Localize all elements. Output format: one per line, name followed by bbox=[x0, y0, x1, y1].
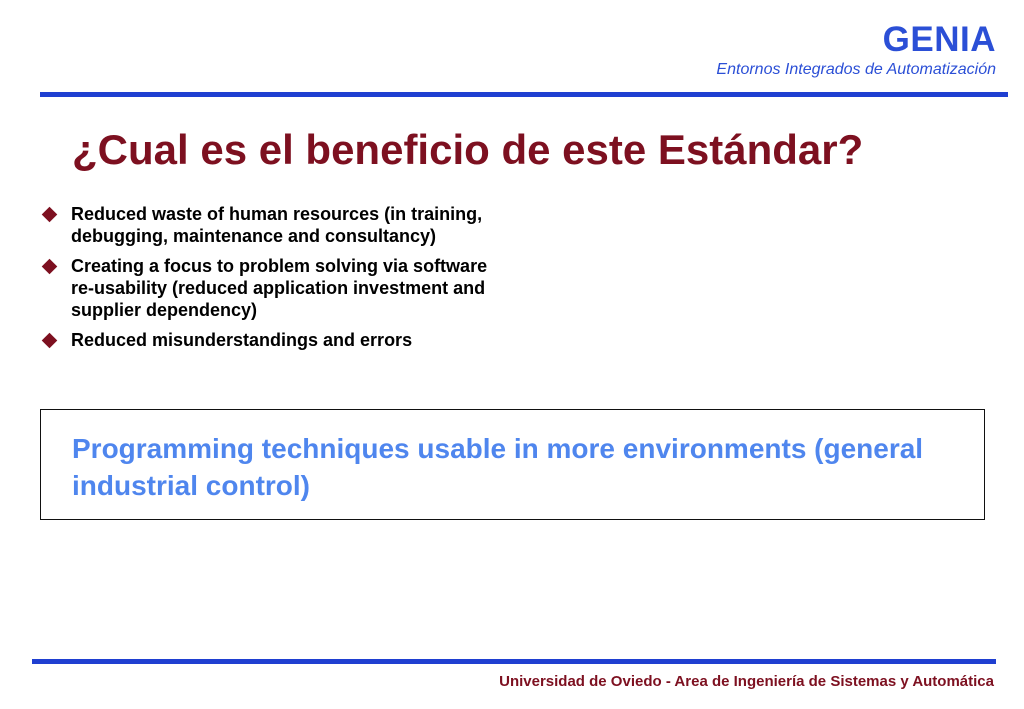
bullet-item bbox=[40, 203, 510, 247]
bullet-text: Reduced waste of human resources (in training, debugging, maintenance and consultancy) bbox=[71, 204, 483, 246]
bullet-text: Reduced misunderstandings and errors bbox=[71, 330, 413, 350]
bullet-item bbox=[40, 255, 510, 321]
diamond-bullet-icon bbox=[42, 333, 58, 349]
callout-box bbox=[40, 409, 985, 520]
bottom-divider bbox=[32, 659, 996, 664]
bullet-item bbox=[40, 329, 510, 351]
diamond-bullet-icon bbox=[42, 259, 58, 275]
bullet-text: Creating a focus to problem solving via software re-usability (reduced application investment and supplier dependency) bbox=[71, 256, 488, 320]
slide-title: ¿Cual es el beneficio de este Estándar? bbox=[72, 126, 864, 173]
brand-subtitle: Entornos Integrados de Automatización bbox=[716, 61, 996, 78]
brand-title: GENIA bbox=[882, 20, 996, 59]
bullet-list bbox=[40, 203, 510, 359]
footer-text: Universidad de Oviedo - Area de Ingeniería de Sistemas y Automática bbox=[499, 673, 994, 690]
top-divider bbox=[40, 92, 1008, 97]
diamond-bullet-icon bbox=[42, 207, 58, 223]
callout-text: Programming techniques usable in more environments (general industrial control) bbox=[72, 433, 924, 501]
